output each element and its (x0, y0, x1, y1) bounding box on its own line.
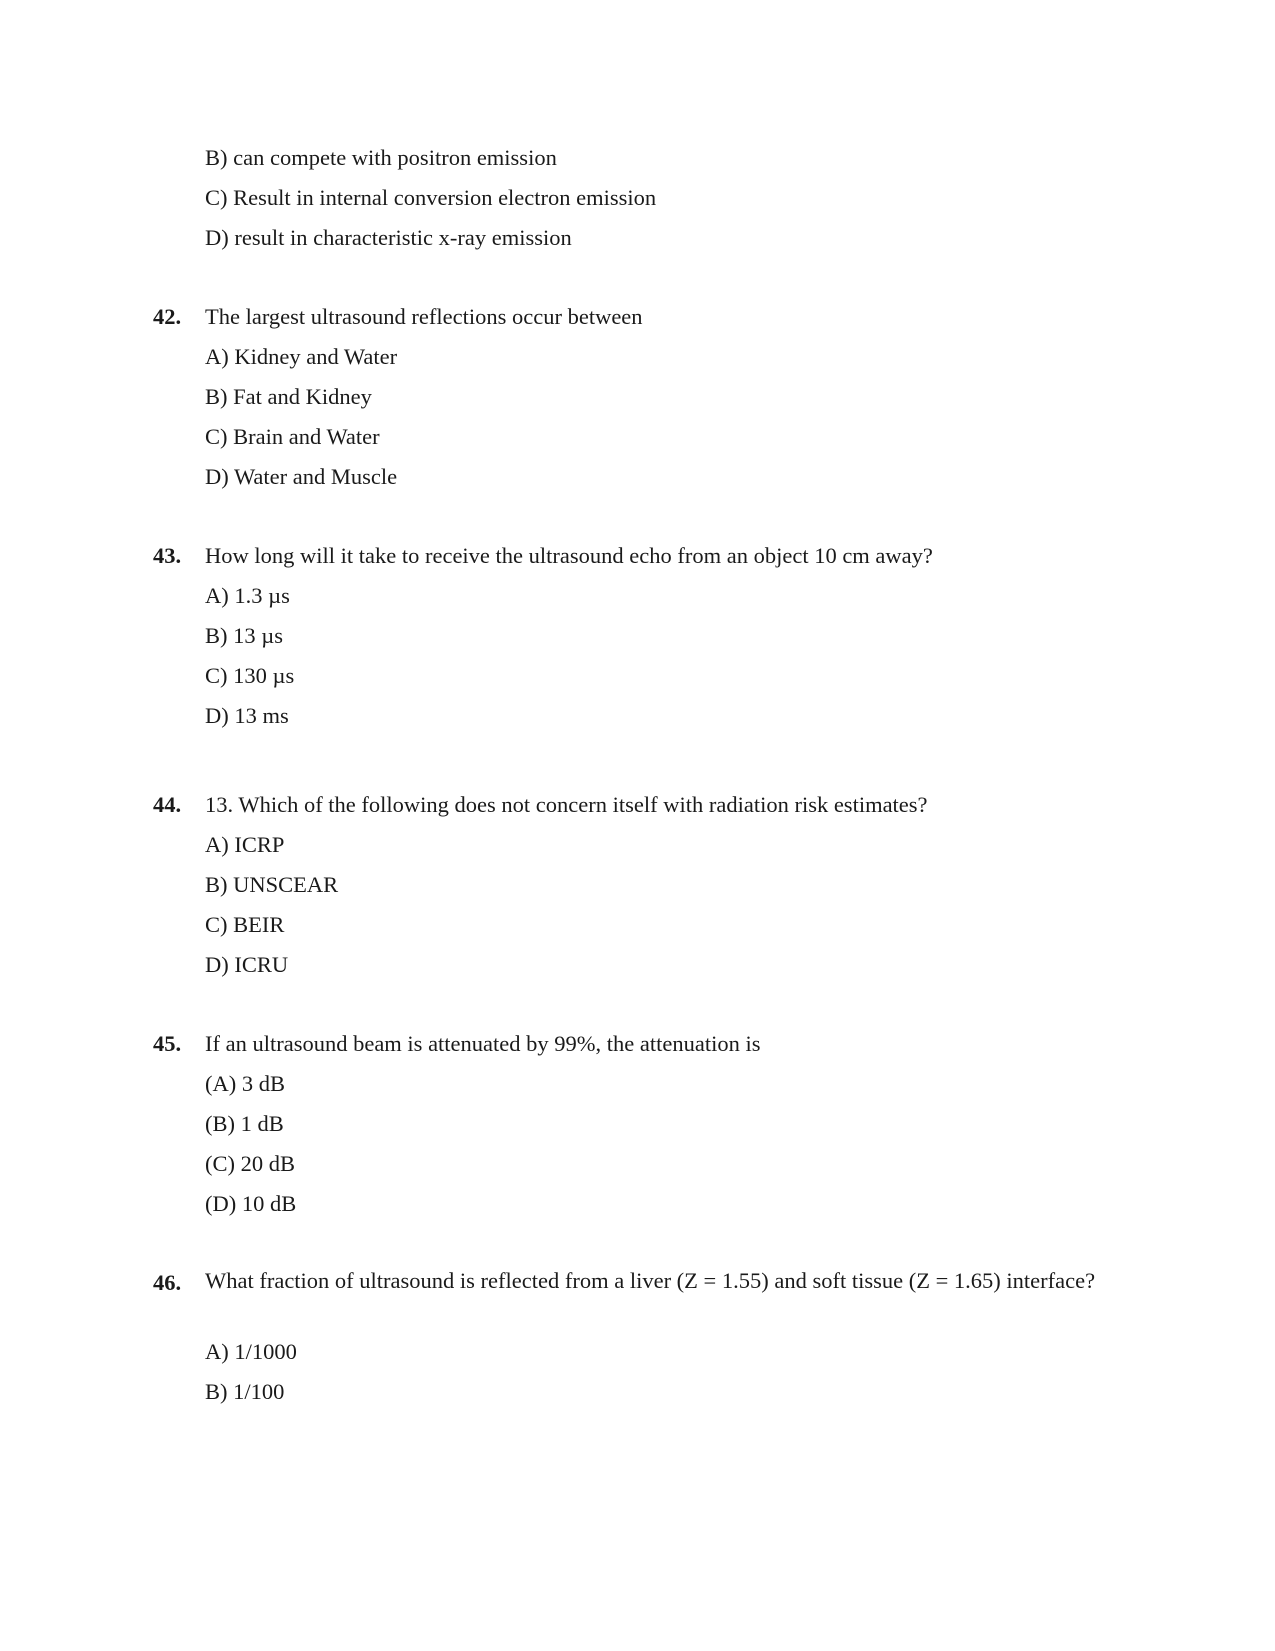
option-45-b: (B) 1 dB (205, 1111, 284, 1136)
question-number-46: 46. (153, 1270, 182, 1295)
question-number-44: 44. (153, 792, 182, 817)
question-number-43: 43. (153, 543, 182, 568)
option-42-d: D) Water and Muscle (205, 464, 398, 489)
option-42-b: B) Fat and Kidney (205, 384, 372, 409)
option-44-c: C) BEIR (205, 912, 285, 937)
option-prev-d: D) result in characteristic x-ray emission (205, 225, 572, 250)
option-44-b: B) UNSCEAR (205, 872, 339, 897)
question-text-44: 13. Which of the following does not concern itself with radiation risk estimates? (205, 792, 928, 817)
question-text-45: If an ultrasound beam is attenuated by 99%, the attenuation is (205, 1031, 761, 1056)
option-45-d: (D) 10 dB (205, 1191, 297, 1216)
option-44-d: D) ICRU (205, 952, 289, 977)
option-46-a: A) 1/1000 (205, 1339, 297, 1364)
option-42-a: A) Kidney and Water (205, 344, 398, 369)
option-44-a: A) ICRP (205, 832, 285, 857)
option-43-c: C) 130 µs (205, 663, 295, 688)
option-45-a: (A) 3 dB (205, 1071, 285, 1096)
option-46-b: B) 1/100 (205, 1379, 285, 1404)
option-prev-c: C) Result in internal conversion electron emission (205, 185, 657, 210)
question-text-42: The largest ultrasound reflections occur between (205, 304, 643, 329)
question-number-45: 45. (153, 1031, 182, 1056)
question-text-43: How long will it take to receive the ultrasound echo from an object 10 cm away? (205, 543, 933, 568)
question-number-42: 42. (153, 304, 182, 329)
option-43-d: D) 13 ms (205, 703, 289, 728)
option-42-c: C) Brain and Water (205, 424, 380, 449)
question-text-46: What fraction of ultrasound is reflected from a liver (Z = 1.55) and soft tissue (Z = 1.65) interface? (205, 1268, 1096, 1293)
option-43-a: A) 1.3 µs (205, 583, 290, 608)
option-43-b: B) 13 µs (205, 623, 283, 648)
option-prev-b: B) can compete with positron emission (205, 145, 557, 170)
option-45-c: (C) 20 dB (205, 1151, 295, 1176)
